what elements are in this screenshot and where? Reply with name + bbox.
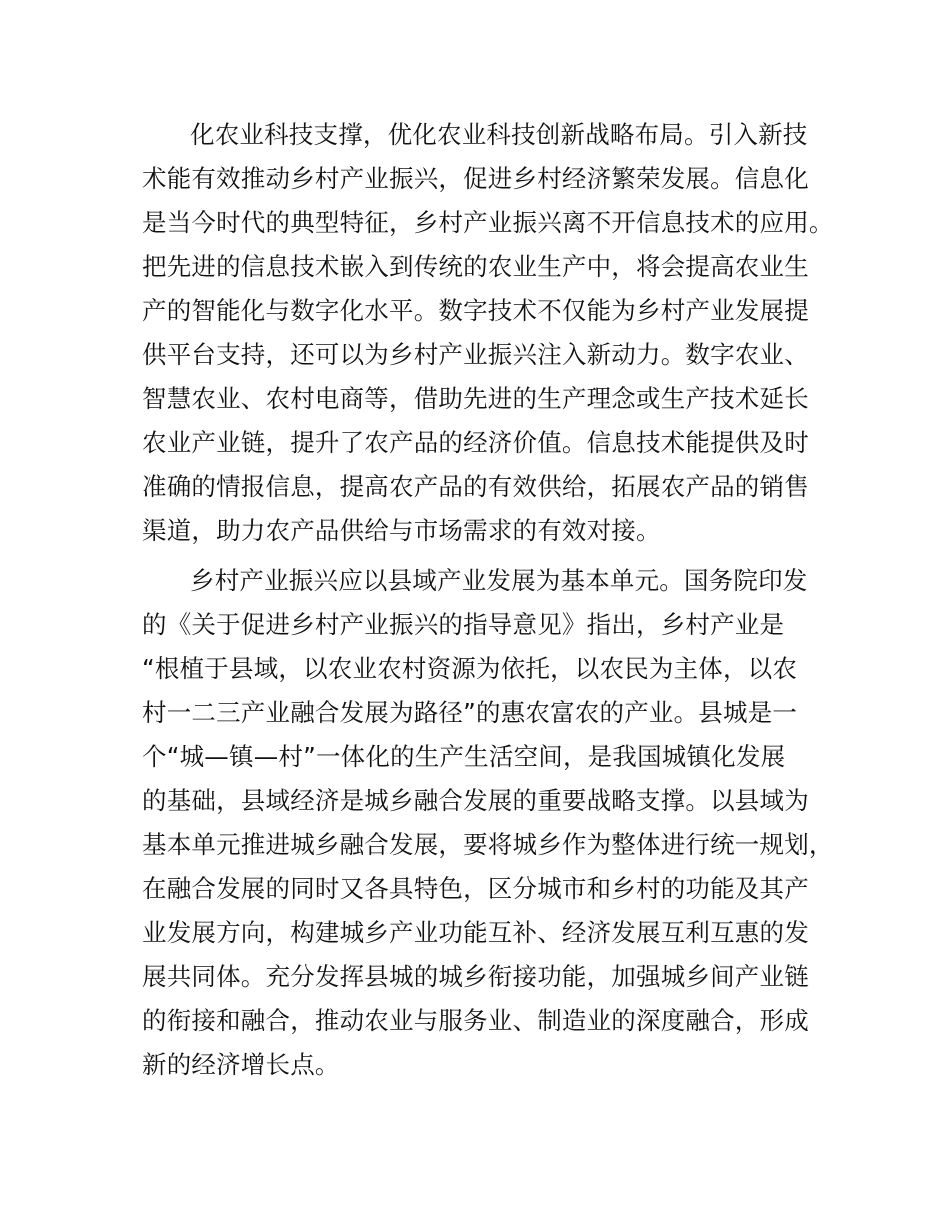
text-line: 的基础，县域经济是城乡融合发展的重要战略支撑。以县域为 xyxy=(142,786,809,815)
text-line: 在融合发展的同时又各具特色，区分城市和乡村的功能及其产 xyxy=(142,874,809,903)
text-line: 展共同体。充分发挥县城的城乡衔接功能，加强城乡间产业链 xyxy=(142,962,809,991)
text-line: 把先进的信息技术嵌入到传统的农业生产中，将会提高农业生 xyxy=(142,252,809,281)
text-line: 村一二三产业融合发展为路径”的惠农富农的产业。县城是一 xyxy=(142,698,798,727)
text-line: 基本单元推进城乡融合发展，要将城乡作为整体进行统一规划， xyxy=(142,830,834,859)
text-line: 的衔接和融合，推动农业与服务业、制造业的深度融合，形成 xyxy=(142,1006,809,1035)
text-line: 的《关于促进乡村产业振兴的指导意见》指出，乡村产业是 xyxy=(142,610,785,639)
text-line: 术能有效推动乡村产业振兴，促进乡村经济繁荣发展。信息化 xyxy=(142,164,809,193)
text-line: 新的经济增长点。 xyxy=(142,1050,340,1079)
text-line: 化农业科技支撑，优化农业科技创新战略布局。引入新技 xyxy=(190,120,808,149)
text-line: “根植于县域，以农业农村资源为依托，以农民为主体，以农 xyxy=(142,654,798,683)
text-line: 个“城—镇—村”一体化的生产生活空间，是我国城镇化发展 xyxy=(142,742,786,771)
text-line: 智慧农业、农村电商等，借助先进的生产理念或生产技术延长 xyxy=(142,384,809,413)
text-line: 供平台支持，还可以为乡村产业振兴注入新动力。数字农业、 xyxy=(142,340,809,369)
text-line: 准确的情报信息，提高农产品的有效供给，拓展农产品的销售 xyxy=(142,472,809,501)
text-line: 产的智能化与数字化水平。数字技术不仅能为乡村产业发展提 xyxy=(142,296,809,325)
text-line: 业发展方向，构建城乡产业功能互补、经济发展互利互惠的发 xyxy=(142,918,809,947)
text-line: 渠道，助力农产品供给与市场需求的有效对接。 xyxy=(142,516,661,545)
text-line: 乡村产业振兴应以县域产业发展为基本单元。国务院印发 xyxy=(190,566,808,595)
text-line: 农业产业链，提升了农产品的经济价值。信息技术能提供及时 xyxy=(142,428,809,457)
text-line: 是当今时代的典型特征，乡村产业振兴离不开信息技术的应用。 xyxy=(142,208,834,237)
